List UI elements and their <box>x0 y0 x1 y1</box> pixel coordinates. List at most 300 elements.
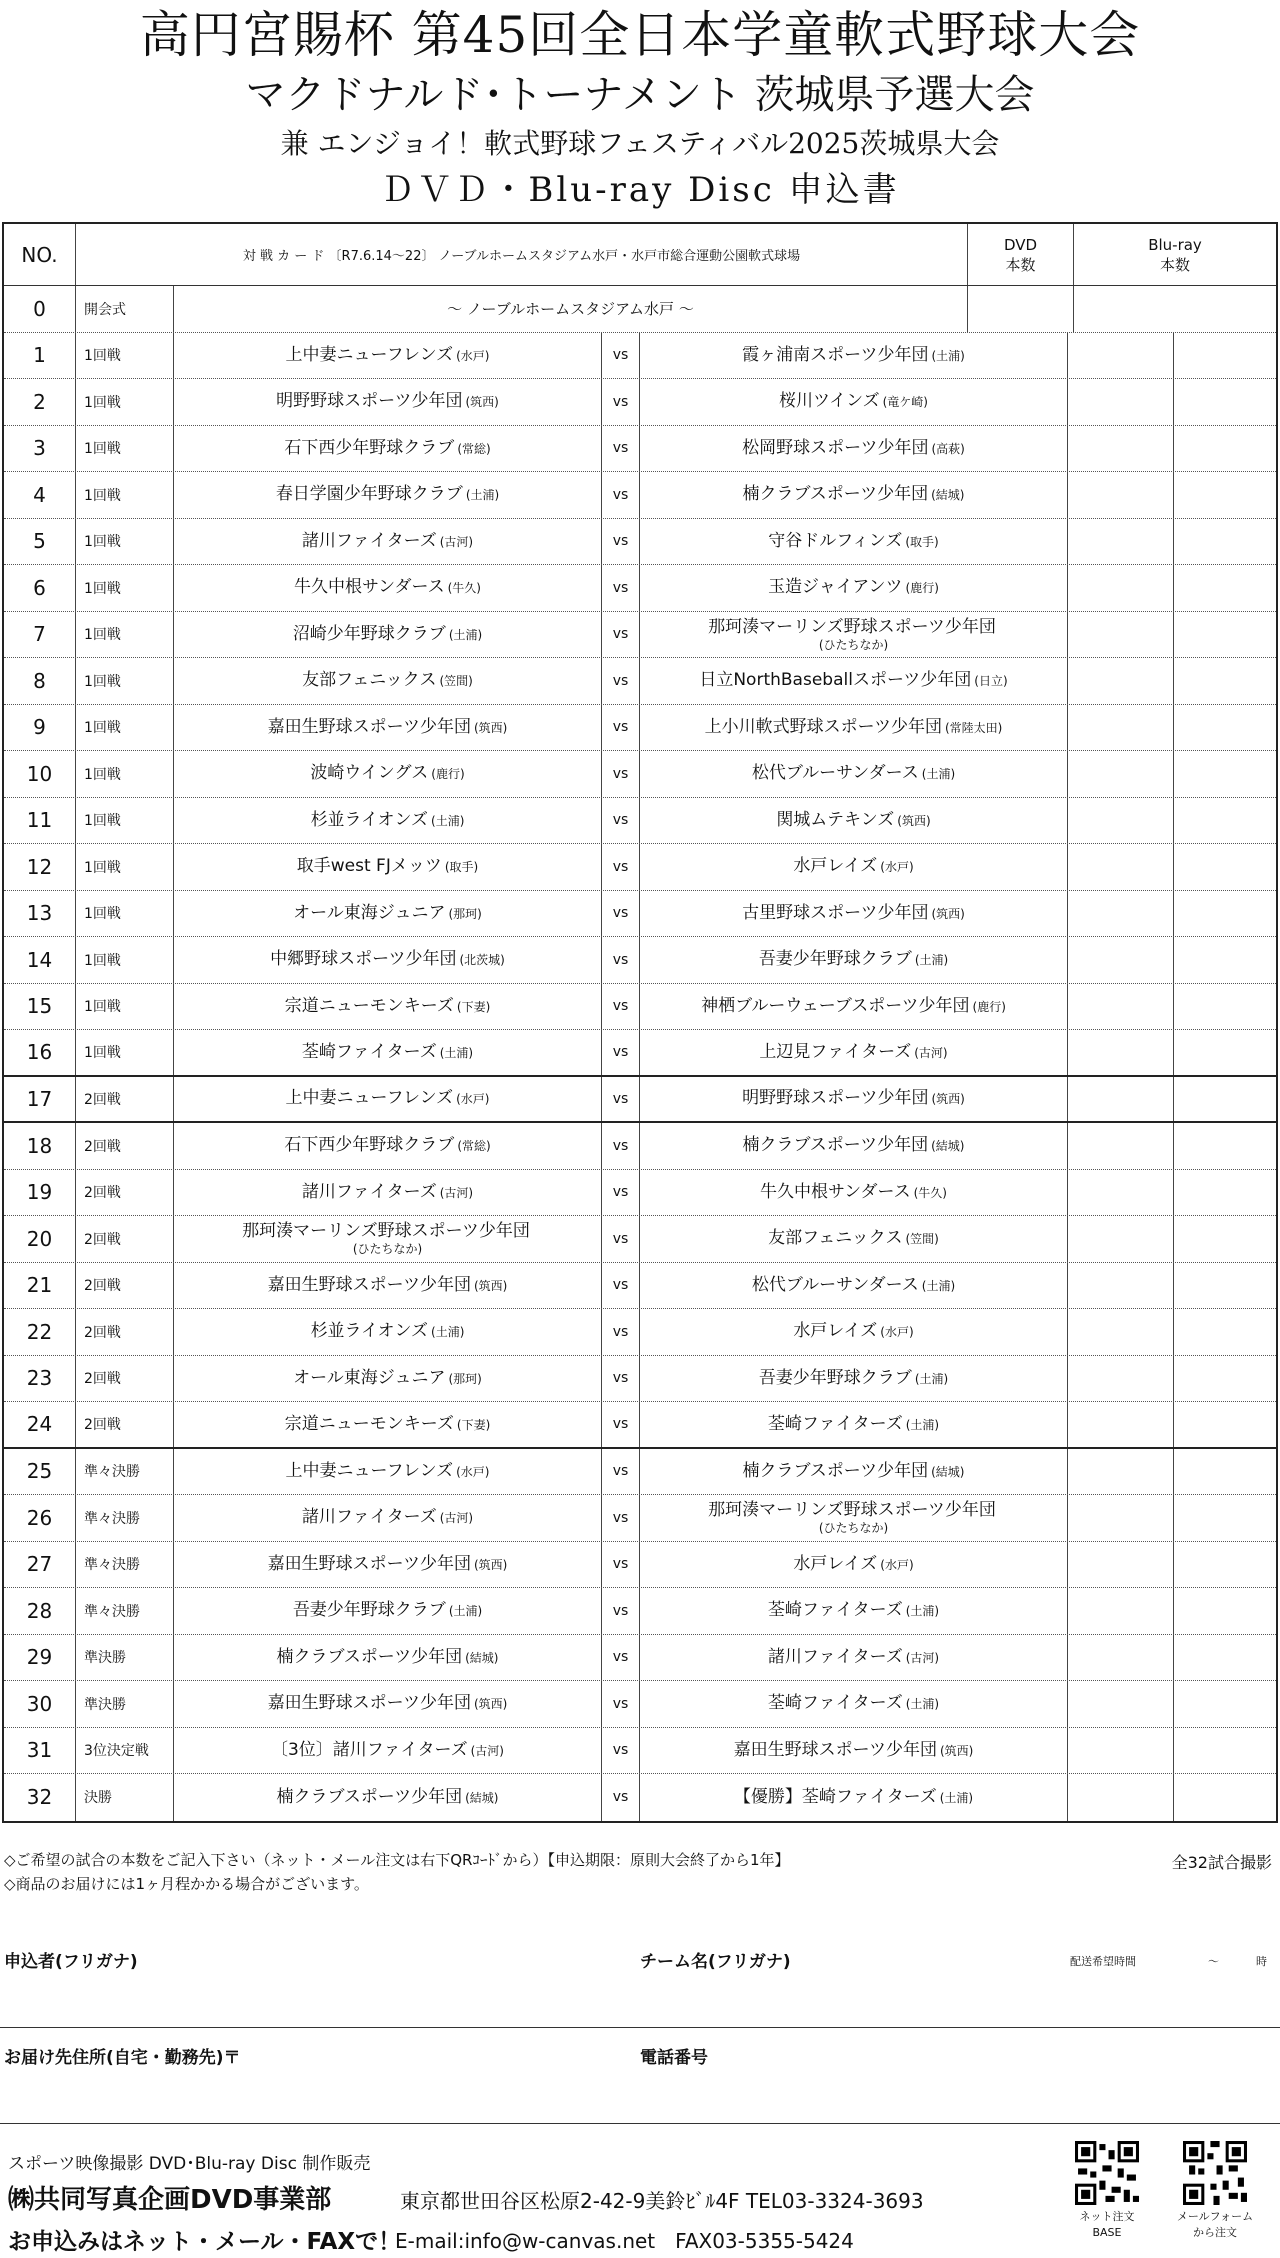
row-no: 32 <box>4 1774 76 1821</box>
team-location: (土浦) <box>448 1604 483 1619</box>
bluray-qty-input[interactable] <box>1174 472 1276 518</box>
vs-label: vs <box>602 891 640 937</box>
table-row <box>4 1495 1276 1542</box>
row-no: 8 <box>4 658 76 704</box>
row-no: 13 <box>4 891 76 937</box>
table-row <box>4 565 1276 612</box>
team-name: 沼崎少年野球クラブ <box>292 623 446 644</box>
header-no: NO. <box>4 224 76 285</box>
header-br-l2: 本数 <box>1159 255 1190 274</box>
dvd-qty-input[interactable] <box>1068 1681 1174 1727</box>
vs-label: vs <box>602 984 640 1030</box>
team-name: 友部フェニックス <box>302 670 437 691</box>
table-row <box>4 1309 1276 1356</box>
bluray-qty-input[interactable] <box>1174 1681 1276 1727</box>
form-title: ＤＶＤ・Blu-ray Disc 申込書 <box>380 170 900 210</box>
opening-venue: ～ ノーブルホームスタジアム水戸 ～ <box>174 286 968 332</box>
footer <box>0 2137 1280 2258</box>
vs-label: vs <box>602 1216 640 1262</box>
team-name: 関城ムテキンズ <box>776 809 895 830</box>
vs-label: vs <box>602 1774 640 1821</box>
vs-label: vs <box>602 937 640 983</box>
team-away <box>640 379 1068 425</box>
team-location: (筑西) <box>939 1743 974 1758</box>
document-header <box>0 0 1280 216</box>
team-away <box>640 1263 1068 1309</box>
header-br-l1: Blu-ray <box>1148 235 1202 254</box>
team-name: 吾妻少年野球クラブ <box>758 949 912 970</box>
team-name: 【優勝】荃崎ファイターズ <box>733 1786 937 1807</box>
team-name: 松代ブルーサンダース <box>751 763 919 784</box>
footer-contact: E-mail:info@w-canvas.net FAX03-5355-5424 <box>395 2229 854 2253</box>
team-home <box>174 333 602 379</box>
team-away <box>640 565 1068 611</box>
team-location: (筑西) <box>931 1092 965 1107</box>
team-name: 石下西少年野球クラブ <box>284 1135 455 1156</box>
row-round: 2回戦 <box>76 1123 174 1169</box>
team-name: 嘉田生野球スポーツ少年団 <box>267 716 471 737</box>
dvd-qty-input[interactable] <box>1068 333 1174 379</box>
bluray-qty-input[interactable] <box>1174 333 1276 379</box>
team-home <box>174 1402 602 1447</box>
team-home <box>174 1309 602 1355</box>
team-name: 楠クラブスポーツ少年団 <box>742 1135 929 1156</box>
row-round: 1回戦 <box>76 844 174 890</box>
dvd-qty-input[interactable] <box>1068 1309 1174 1355</box>
vs-label: vs <box>602 1356 640 1402</box>
dvd-qty-input[interactable] <box>1068 426 1174 472</box>
bluray-qty-input[interactable] <box>1174 1077 1276 1122</box>
team-name: 嘉田生野球スポーツ少年団 <box>267 1274 471 1295</box>
team-location: (結城) <box>931 488 965 503</box>
table-row <box>4 798 1276 845</box>
row-no: 25 <box>4 1449 76 1495</box>
bluray-qty-input[interactable] <box>1174 1356 1276 1402</box>
table-row <box>4 1635 1276 1682</box>
row-no: 4 <box>4 472 76 518</box>
row-no: 31 <box>4 1728 76 1774</box>
bluray-qty-input[interactable] <box>1174 379 1276 425</box>
team-name: 水戸レイズ <box>793 856 878 877</box>
team-name: 明野野球スポーツ少年団 <box>276 391 463 412</box>
team-away <box>640 751 1068 797</box>
notes <box>4 1848 1276 1896</box>
team-location: (土浦) <box>939 1790 974 1805</box>
team-home <box>174 612 602 658</box>
row-round: 2回戦 <box>76 1309 174 1355</box>
vs-label: vs <box>602 1077 640 1122</box>
dvd-qty-input[interactable] <box>968 286 1074 332</box>
team-name: 波崎ウイングス <box>310 763 429 784</box>
team-location: (水戸) <box>880 1557 914 1572</box>
qr-code-base-icon[interactable] <box>1075 2141 1139 2205</box>
team-name: 吾妻少年野球クラブ <box>758 1367 912 1388</box>
row-round: 2回戦 <box>76 1263 174 1309</box>
row-round: 1回戦 <box>76 379 174 425</box>
team-location: (土浦) <box>921 767 956 782</box>
team-location: (水戸) <box>456 348 490 363</box>
team-name: 春日学園少年野球クラブ <box>275 484 463 505</box>
vs-label: vs <box>602 565 640 611</box>
row-no: 0 <box>4 286 76 332</box>
dvd-qty-input[interactable] <box>1068 1449 1174 1495</box>
dvd-qty-input[interactable] <box>1068 1774 1174 1821</box>
dvd-qty-input[interactable] <box>1068 891 1174 937</box>
team-location: (水戸) <box>456 1464 490 1479</box>
team-location: (結城) <box>465 1650 499 1665</box>
team-location: (土浦) <box>905 1697 940 1712</box>
team-location: (筑西) <box>473 1557 508 1572</box>
team-away <box>640 1588 1068 1634</box>
team-location: (取手) <box>444 860 479 875</box>
team-home <box>174 984 602 1030</box>
team-name: 上中妻ニューフレンズ <box>285 1460 454 1481</box>
bluray-qty-input[interactable] <box>1174 705 1276 751</box>
team-name: 荃崎ファイターズ <box>301 1041 437 1062</box>
row-no: 15 <box>4 984 76 1030</box>
row-no: 29 <box>4 1635 76 1681</box>
table-row <box>4 1774 1276 1821</box>
row-no: 27 <box>4 1542 76 1588</box>
dvd-qty-input[interactable] <box>1068 1216 1174 1262</box>
vs-label: vs <box>602 1030 640 1075</box>
table-row <box>4 1216 1276 1263</box>
team-home <box>174 1077 602 1122</box>
team-away <box>640 1356 1068 1402</box>
team-name: 那珂湊マーリンズ野球スポーツ少年団 <box>708 1500 996 1521</box>
bluray-qty-input[interactable] <box>1174 1635 1276 1681</box>
team-location: (取手) <box>905 534 939 549</box>
qr-caption-base <box>1062 2209 1152 2241</box>
bluray-qty-input[interactable] <box>1174 565 1276 611</box>
vs-label: vs <box>602 1542 640 1588</box>
bluray-qty-input[interactable] <box>1174 937 1276 983</box>
team-name: 宗道ニューモンキーズ <box>284 1413 454 1434</box>
team-name: 嘉田生野球スポーツ少年団 <box>267 1693 471 1714</box>
table-row <box>4 426 1276 473</box>
team-name: 那珂湊マーリンズ野球スポーツ少年団 <box>708 616 996 637</box>
team-location: (筑西) <box>465 395 499 410</box>
bluray-qty-input[interactable] <box>1174 519 1276 565</box>
team-location: (古河) <box>439 1185 474 1200</box>
match-rows <box>4 333 1276 1821</box>
team-name: 諸川ファイターズ <box>301 1507 437 1528</box>
row-no: 18 <box>4 1123 76 1169</box>
row-round: 1回戦 <box>76 519 174 565</box>
note-line-1: ◇ご希望の試合の本数をご記入下さい（ネット・メール注文は右下QRｺｰﾄﾞから）【申込期限：原則大会終了から1年】 <box>4 1851 790 1869</box>
table-row <box>4 751 1276 798</box>
team-location: (土浦) <box>914 1371 949 1386</box>
bluray-qty-input[interactable] <box>1174 426 1276 472</box>
bluray-qty-input[interactable] <box>1174 1728 1276 1774</box>
team-name: 友部フェニックス <box>768 1228 903 1249</box>
team-home <box>174 1030 602 1075</box>
header-bluray <box>1074 224 1276 285</box>
bluray-qty-input[interactable] <box>1174 1449 1276 1495</box>
team-home <box>174 937 602 983</box>
bluray-qty-input[interactable] <box>1174 1774 1276 1821</box>
team-location: (古河) <box>470 1743 504 1758</box>
team-away <box>640 1309 1068 1355</box>
team-name: 諸川ファイターズ <box>301 1181 437 1202</box>
table-row <box>4 333 1276 380</box>
team-location: (笠間) <box>439 674 473 689</box>
bluray-qty-input[interactable] <box>1174 1170 1276 1216</box>
row-no: 11 <box>4 798 76 844</box>
team-away <box>640 1402 1068 1447</box>
bluray-qty-input[interactable] <box>1174 1495 1276 1541</box>
row-round: 準々決勝 <box>76 1495 174 1541</box>
team-home <box>174 658 602 704</box>
match-table <box>2 222 1278 1823</box>
vs-label: vs <box>602 1588 640 1634</box>
vs-label: vs <box>602 1263 640 1309</box>
row-round: 1回戦 <box>76 705 174 751</box>
team-name: オール東海ジュニア <box>293 1367 446 1388</box>
footer-company: ㈱共同写真企画DVD事業部 <box>8 2185 332 2215</box>
team-location: (常総) <box>457 441 491 456</box>
row-round: 1回戦 <box>76 565 174 611</box>
form-divider <box>0 2027 1280 2028</box>
dvd-qty-input[interactable] <box>1068 472 1174 518</box>
table-row <box>4 612 1276 659</box>
bluray-qty-input[interactable] <box>1174 844 1276 890</box>
vs-label: vs <box>602 1681 640 1727</box>
table-row <box>4 705 1276 752</box>
team-away <box>640 1123 1068 1169</box>
bluray-qty-input[interactable] <box>1174 1216 1276 1262</box>
team-home <box>174 1635 602 1681</box>
team-name: 嘉田生野球スポーツ少年団 <box>267 1553 471 1574</box>
vs-label: vs <box>602 379 640 425</box>
team-location: (日立) <box>974 674 1008 689</box>
team-home <box>174 1542 602 1588</box>
team-name: 松代ブルーサンダース <box>751 1274 919 1295</box>
row-round: 1回戦 <box>76 426 174 472</box>
qr-caption-mailform <box>1170 2209 1260 2241</box>
vs-label: vs <box>602 1495 640 1541</box>
row-no: 2 <box>4 379 76 425</box>
dvd-qty-input[interactable] <box>1068 1542 1174 1588</box>
dvd-qty-input[interactable] <box>1068 658 1174 704</box>
delivery-time-label: 配送希望時間 <box>1070 1955 1136 1968</box>
row-no: 21 <box>4 1263 76 1309</box>
table-row <box>4 891 1276 938</box>
vs-label: vs <box>602 1449 640 1495</box>
team-location-sub: (ひたちなか) <box>352 1242 423 1257</box>
dvd-qty-input[interactable] <box>1068 937 1174 983</box>
team-location: (土浦) <box>431 1325 465 1340</box>
qr1-line1: ネット注文 <box>1079 2210 1135 2223</box>
dvd-qty-input[interactable] <box>1068 798 1174 844</box>
bluray-qty-input[interactable] <box>1174 798 1276 844</box>
team-name: 松岡野球スポーツ少年団 <box>742 437 929 458</box>
team-away <box>640 844 1068 890</box>
team-name: 〔3位〕諸川ファイターズ <box>270 1739 468 1760</box>
team-location: (土浦) <box>914 953 949 968</box>
team-location: (牛久) <box>447 581 481 596</box>
row-no: 16 <box>4 1030 76 1075</box>
row-no: 14 <box>4 937 76 983</box>
qr1-line2: BASE <box>1092 2226 1122 2239</box>
team-name: 荃崎ファイターズ <box>767 1600 903 1621</box>
team-name: 日立NorthBaseballスポーツ少年団 <box>699 670 972 691</box>
bluray-qty-input[interactable] <box>1174 891 1276 937</box>
vs-label: vs <box>602 1635 640 1681</box>
bluray-qty-input[interactable] <box>1174 1402 1276 1447</box>
team-location: (鹿行) <box>905 581 939 596</box>
team-home <box>174 705 602 751</box>
team-name: 荃崎ファイターズ <box>767 1693 903 1714</box>
team-away <box>640 798 1068 844</box>
team-location: (土浦) <box>465 488 500 503</box>
team-away <box>640 612 1068 658</box>
dvd-qty-input[interactable] <box>1068 1588 1174 1634</box>
applicant-label: 申込者(フリガナ) <box>4 1952 138 1972</box>
team-away <box>640 937 1068 983</box>
row-no: 28 <box>4 1588 76 1634</box>
table-row <box>4 1077 1276 1124</box>
dvd-qty-input[interactable] <box>1068 1263 1174 1309</box>
team-location: (笠間) <box>905 1232 939 1247</box>
team-location: (下妻) <box>456 1417 491 1432</box>
team-home <box>174 1263 602 1309</box>
dvd-qty-input[interactable] <box>1068 751 1174 797</box>
sub-title: マクドナルド･トーナメント 茨城県予選大会 <box>245 72 1035 118</box>
team-location: (鹿行) <box>431 767 465 782</box>
team-name: 霞ヶ浦南スポーツ少年団 <box>742 344 929 365</box>
team-home <box>174 798 602 844</box>
dvd-qty-input[interactable] <box>1068 705 1174 751</box>
team-home <box>174 565 602 611</box>
team-name: 諸川ファイターズ <box>301 530 437 551</box>
vs-label: vs <box>602 1170 640 1216</box>
team-location: (常総) <box>457 1139 491 1154</box>
row-round: 1回戦 <box>76 658 174 704</box>
phone-label: 電話番号 <box>640 2048 708 2068</box>
row-round: 1回戦 <box>76 1030 174 1075</box>
bluray-qty-input[interactable] <box>1174 1588 1276 1634</box>
team-name: 上小川軟式野球スポーツ少年団 <box>704 716 942 737</box>
team-name: 水戸レイズ <box>793 1553 878 1574</box>
dvd-qty-input[interactable] <box>1068 1495 1174 1541</box>
qr2-line1: メールフォーム <box>1176 2210 1254 2223</box>
row-no: 10 <box>4 751 76 797</box>
bluray-qty-input[interactable] <box>1174 984 1276 1030</box>
team-location: (竜ケ崎) <box>882 395 928 410</box>
row-round: 1回戦 <box>76 937 174 983</box>
team-location: (土浦) <box>931 348 965 363</box>
team-name: 古里野球スポーツ少年団 <box>742 902 929 923</box>
table-row <box>4 519 1276 566</box>
dvd-qty-input[interactable] <box>1068 984 1174 1030</box>
dvd-qty-input[interactable] <box>1068 1030 1174 1075</box>
dvd-qty-input[interactable] <box>1068 1728 1174 1774</box>
bluray-qty-input[interactable] <box>1074 286 1276 332</box>
table-row <box>4 1356 1276 1403</box>
dvd-qty-input[interactable] <box>1068 1356 1174 1402</box>
bluray-qty-input[interactable] <box>1174 658 1276 704</box>
vs-label: vs <box>602 751 640 797</box>
team-location: (古河) <box>439 1511 474 1526</box>
dvd-qty-input[interactable] <box>1068 379 1174 425</box>
row-no: 1 <box>4 333 76 379</box>
vs-label: vs <box>602 705 640 751</box>
team-away <box>640 705 1068 751</box>
bluray-qty-input[interactable] <box>1174 1542 1276 1588</box>
table-row <box>4 1030 1276 1077</box>
team-name: 諸川ファイターズ <box>767 1646 903 1667</box>
team-home <box>174 1774 602 1821</box>
team-name: 楠クラブスポーツ少年団 <box>276 1786 463 1807</box>
dvd-qty-input[interactable] <box>1068 1123 1174 1169</box>
team-home <box>174 379 602 425</box>
vs-label: vs <box>602 1123 640 1169</box>
dvd-qty-input[interactable] <box>1068 612 1174 658</box>
team-home <box>174 1449 602 1495</box>
bluray-qty-input[interactable] <box>1174 612 1276 658</box>
qr-code-mailform-icon[interactable] <box>1183 2141 1247 2205</box>
header-dvd-l2: 本数 <box>1005 255 1036 274</box>
dvd-qty-input[interactable] <box>1068 844 1174 890</box>
team-location-sub: (ひたちなか) <box>818 1521 889 1536</box>
vs-label: vs <box>602 1728 640 1774</box>
team-home <box>174 472 602 518</box>
team-name: 守谷ドルフィンズ <box>768 530 903 551</box>
team-home <box>174 1588 602 1634</box>
row-round: 2回戦 <box>76 1077 174 1122</box>
team-away <box>640 426 1068 472</box>
vs-label: vs <box>602 472 640 518</box>
dvd-qty-input[interactable] <box>1068 519 1174 565</box>
row-no: 20 <box>4 1216 76 1262</box>
team-away <box>640 1542 1068 1588</box>
team-location: (筑西) <box>473 1697 508 1712</box>
row-round: 2回戦 <box>76 1402 174 1447</box>
team-name: 明野野球スポーツ少年団 <box>742 1088 929 1109</box>
bluray-qty-input[interactable] <box>1174 1030 1276 1075</box>
vs-label: vs <box>602 1309 640 1355</box>
team-home <box>174 1495 602 1541</box>
team-away <box>640 1635 1068 1681</box>
dvd-qty-input[interactable] <box>1068 1170 1174 1216</box>
dvd-qty-input[interactable] <box>1068 1635 1174 1681</box>
table-row <box>4 844 1276 891</box>
footer-address: 東京都世田谷区松原2-42-9美鈴ﾋﾞﾙ4F TEL03-3324-3693 <box>400 2189 924 2213</box>
table-row <box>4 937 1276 984</box>
team-away <box>640 1216 1068 1262</box>
team-away <box>640 333 1068 379</box>
dvd-qty-input[interactable] <box>1068 1402 1174 1447</box>
bluray-qty-input[interactable] <box>1174 1309 1276 1355</box>
vs-label: vs <box>602 612 640 658</box>
team-name: 取手west FJメッツ <box>296 856 442 877</box>
team-home <box>174 1123 602 1169</box>
vs-label: vs <box>602 658 640 704</box>
dvd-qty-input[interactable] <box>1068 1077 1174 1122</box>
team-name: 嘉田生野球スポーツ少年団 <box>733 1739 937 1760</box>
dvd-qty-input[interactable] <box>1068 565 1174 611</box>
row-round: 1回戦 <box>76 798 174 844</box>
team-away <box>640 1170 1068 1216</box>
bluray-qty-input[interactable] <box>1174 751 1276 797</box>
team-location: (那珂) <box>448 906 482 921</box>
team-home <box>174 1728 602 1774</box>
table-row <box>4 472 1276 519</box>
bluray-qty-input[interactable] <box>1174 1123 1276 1169</box>
team-location: (土浦) <box>905 1604 940 1619</box>
bluray-qty-input[interactable] <box>1174 1263 1276 1309</box>
